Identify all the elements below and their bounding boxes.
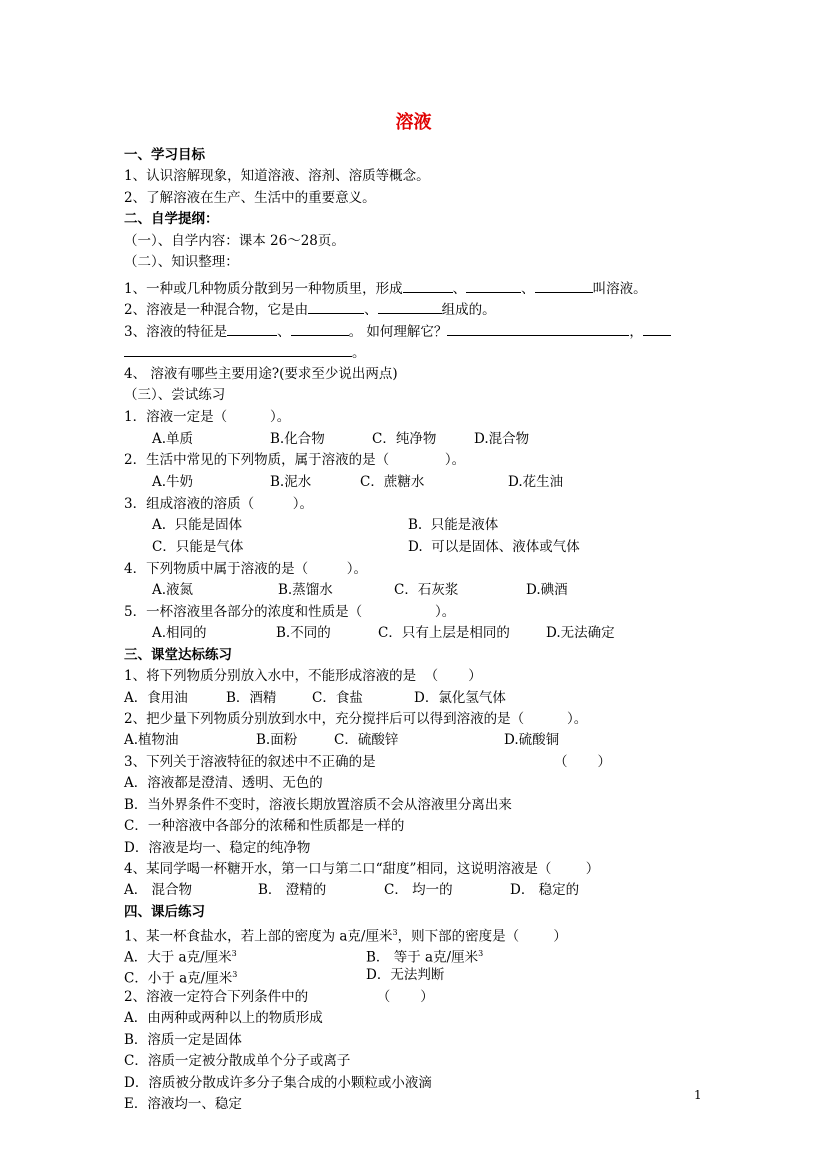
option: C． 均一的 [384, 882, 453, 898]
option: E．溶液均一、稳定 [124, 1096, 242, 1112]
option: D．无法判断 [366, 967, 445, 983]
section-heading-2: 二、自学提纲： [124, 211, 219, 227]
page-number: 1 [694, 1088, 702, 1102]
answer-blank[interactable] [227, 322, 277, 336]
class-question-2: 2、把少量下列物质分别放到水中，充分搅拌后可以得到溶液的是（ ）。 [124, 711, 588, 727]
homework-question-2: 2、溶液一定符合下列条件中的 （ ） [124, 989, 434, 1005]
option: C．小于 a克/厘米$^3$ [124, 970, 238, 987]
objective-item: 2、了解溶液在生产、生活中的重要意义。 [124, 190, 376, 206]
option: A．由两种或两种以上的物质形成 [124, 1010, 323, 1026]
section-heading-4: 四、课后练习 [124, 904, 205, 920]
knowledge-heading: （二）、知识整理： [124, 254, 239, 270]
option: B.蒸馏水 [278, 582, 333, 598]
option: A. 只能是固体 [152, 517, 243, 533]
homework-question-1: 1、某一杯食盐水，若上部的密度为 a克/厘米$^3$，则下部的密度是（ ） [124, 928, 567, 945]
option: D.无法确定 [546, 625, 615, 641]
option: D. 可以是固体、液体或气体 [408, 539, 580, 555]
answer-blank[interactable] [403, 279, 453, 293]
answer-parentheses: （ ） [554, 754, 612, 770]
option: B．溶质一定是固体 [124, 1032, 242, 1048]
answer-blank[interactable] [643, 322, 671, 336]
practice-question-2: 2．生活中常见的下列物质，属于溶液的是（ ）。 [124, 452, 466, 468]
option: A．大于 a克/厘米$^3$ [124, 949, 237, 966]
answer-blank[interactable] [447, 322, 629, 336]
option: D.硫酸铜 [504, 732, 560, 748]
practice-question-1: 1．溶液一定是（ ）。 [124, 409, 291, 425]
option: D.花生油 [508, 474, 564, 490]
option: B．酒精 [226, 690, 277, 706]
option: C．石灰浆 [394, 582, 459, 598]
answer-blank[interactable] [291, 322, 349, 336]
option: D．溶质被分散成许多分子集合成的小颗粒或小液滴 [124, 1075, 432, 1091]
option: A．食用油 [124, 690, 188, 706]
practice-question-5: 5．一杯溶液里各部分的浓度和性质是（ ）。 [124, 604, 456, 620]
fill-question-1: 1、一种或几种物质分散到另一种物质里，形成 、 、 叫溶液。 [124, 281, 647, 297]
option: A.牛奶 [152, 474, 194, 490]
option: B. 只能是液体 [408, 517, 499, 533]
option: D．氯化氢气体 [414, 690, 506, 706]
option: B． 澄精的 [258, 882, 327, 898]
option: B． 等于 a克/厘米$^3$ [366, 949, 484, 966]
section-heading-3: 三、课堂达标练习 [124, 647, 232, 663]
answer-blank[interactable] [535, 279, 593, 293]
fill-question-4: 4、 溶液有哪些主要用途?(要求至少说出两点) [124, 366, 398, 382]
option: A.植物油 [124, 732, 179, 748]
option: C．食盐 [312, 690, 363, 706]
option: D.碘酒 [526, 582, 568, 598]
option: C．一种溶液中各部分的浓稀和性质都是一样的 [124, 818, 405, 834]
option: A．溶液都是澄清、透明、无色的 [124, 775, 323, 791]
answer-blank[interactable] [124, 343, 352, 357]
option: C．只有上层是相同的 [378, 625, 510, 641]
class-question-1: 1、将下列物质分别放入水中，不能形成溶液的是 （ ） [124, 668, 482, 684]
option: A.单质 [152, 431, 194, 447]
option: A.相同的 [152, 625, 207, 641]
option: B.不同的 [276, 625, 331, 641]
objective-item: 1、认识溶解现象，知道溶液、溶剂、溶质等概念。 [124, 168, 430, 184]
option: D.混合物 [474, 431, 530, 447]
option: D．溶液是均一、稳定的纯净物 [124, 840, 311, 856]
option: B.面粉 [256, 732, 298, 748]
answer-blank[interactable] [378, 300, 442, 314]
class-question-3: 3、下列关于溶液特征的叙述中不正确的是 [124, 754, 376, 770]
option: C．蔗糖水 [360, 474, 425, 490]
option: D． 稳定的 [510, 882, 580, 898]
practice-question-4: 4．下列物质中属于溶液的是（ ）。 [124, 561, 367, 577]
practice-heading: （三）、尝试练习 [124, 387, 226, 403]
option: C．纯净物 [372, 431, 437, 447]
answer-blank[interactable] [308, 300, 364, 314]
fill-question-3-continued: 。 [124, 343, 366, 362]
option: B．当外界条件不变时，溶液长期放置溶质不会从溶液里分离出来 [124, 797, 512, 813]
option: A.液氮 [152, 582, 194, 598]
study-content: （一）、自学内容：课本 26～28页。 [124, 233, 345, 249]
option: A． 混合物 [124, 882, 193, 898]
page-title: 溶液 [395, 112, 432, 133]
fill-question-3: 3、溶液的特征是 、 。 如何理解它？ ， [124, 322, 671, 341]
fill-question-2: 2、溶液是一种混合物，它是由 、 组成的。 [124, 302, 496, 318]
practice-question-3: 3．组成溶液的溶质（ ）。 [124, 496, 313, 512]
class-question-4: 4、某同学喝一杯糖开水，第一口与第二口“甜度”相同，这说明溶液是（ ） [124, 861, 600, 877]
option: B.化合物 [270, 431, 325, 447]
answer-blank[interactable] [466, 279, 521, 293]
option: B.泥水 [270, 474, 312, 490]
option: C．只能是气体 [152, 539, 244, 555]
option: C．溶质一定被分散成单个分子或离子 [124, 1053, 351, 1069]
option: C．硫酸锌 [334, 732, 399, 748]
section-heading-1: 一、学习目标 [124, 147, 205, 163]
